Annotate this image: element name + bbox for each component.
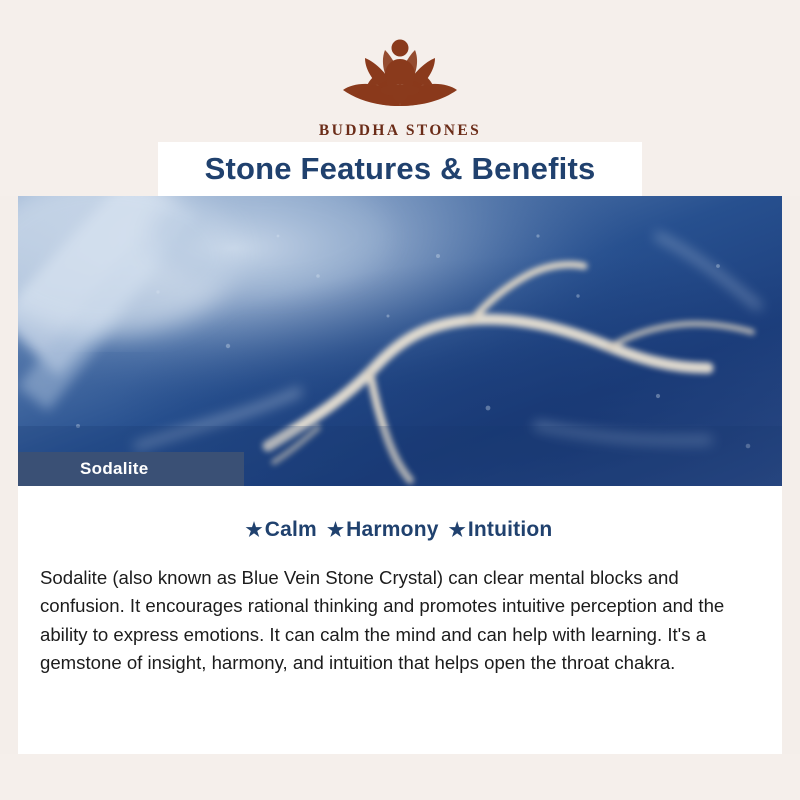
brand-logo <box>0 20 800 140</box>
star-icon: ★ <box>448 520 466 541</box>
content-panel <box>18 486 782 754</box>
star-icon: ★ <box>326 520 345 541</box>
lotus-meditation-icon <box>305 20 495 120</box>
page-title-text: Stone Features & Benefits <box>204 151 596 186</box>
keyword-harmony: Harmony <box>346 518 439 541</box>
star-icon: ★ <box>245 520 263 541</box>
footer-strip <box>0 754 800 800</box>
stone-description: Sodalite (also known as Blue Vein Stone Crystal) can clear mental blocks and confusion. It encourages rational thinking and promotes intuitive perception and the ability to express emotions. It can calm the mind and can help with learning. It's a gemstone of insight, harmony, and intuition that helps open the throat chakra. <box>40 567 725 673</box>
page-title <box>158 142 642 196</box>
stone-name-text: Sodalite <box>80 459 149 478</box>
keyword-calm: Calm <box>264 518 317 541</box>
keyword-intuition: Intuition <box>467 518 553 541</box>
keyword-list <box>18 518 782 542</box>
sodalite-stone-texture-icon <box>18 196 782 486</box>
header <box>0 0 800 196</box>
brand-name: BUDDHA STONES <box>318 122 482 139</box>
stone-name-badge <box>18 452 244 486</box>
hero-image <box>18 196 782 486</box>
